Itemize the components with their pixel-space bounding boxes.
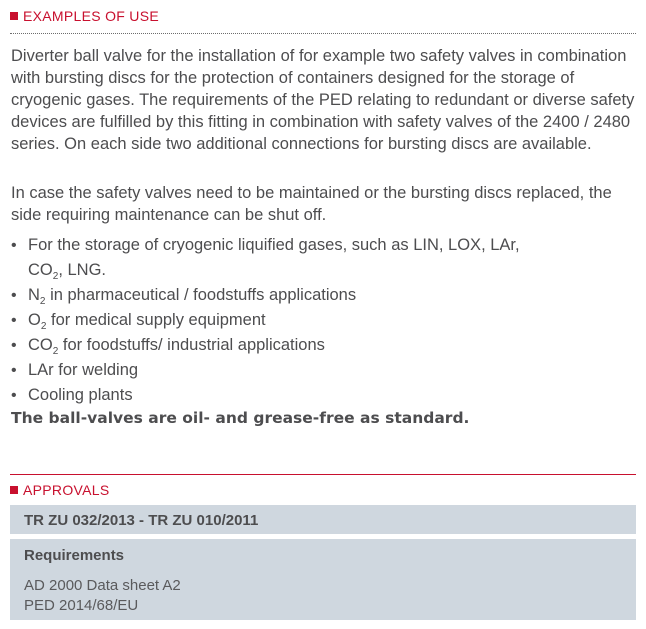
- examples-of-use-heading: [10, 8, 159, 24]
- list-item-line2: [28, 258, 636, 283]
- examples-heading-text: EXAMPLES OF USE: [23, 8, 159, 24]
- list-item: [11, 308, 636, 333]
- list-item: [11, 233, 636, 283]
- list-item: [11, 358, 636, 383]
- requirements-title: Requirements: [24, 547, 125, 564]
- approvals-heading: [10, 482, 109, 498]
- subscript: 2: [39, 296, 46, 307]
- red-divider: [10, 474, 636, 475]
- list-item: [11, 283, 636, 308]
- requirement-item: AD 2000 Data sheet A2: [24, 577, 181, 594]
- bullet-icon: •: [11, 337, 17, 354]
- standard-label: TR ZU 032/2013 - TR ZU 010/2011: [24, 512, 259, 529]
- subscript: 2: [52, 271, 59, 282]
- subscript: 2: [40, 321, 47, 332]
- list-item-text: for foodstuffs/ industrial applications: [58, 336, 325, 354]
- requirements-box: [10, 539, 636, 620]
- dotted-divider: [10, 33, 636, 34]
- requirement-item: PED 2014/68/EU: [24, 597, 139, 614]
- list-item-text: LAr for welding: [28, 361, 139, 379]
- standard-box: [10, 505, 636, 534]
- list-item-text: in pharmaceutical / foodstuffs applications: [45, 286, 357, 304]
- oil-grease-free-note: The ball-valves are oil- and grease-free as standard.: [11, 409, 470, 427]
- list-item: [11, 383, 636, 408]
- formula-text: CO: [28, 261, 53, 279]
- formula-text: CO: [28, 336, 53, 354]
- description-paragraph: Diverter ball valve for the installation of for example two safety valves in combination with bursting discs for the protection of containers designed for the storage of cryogenic gases. The requirements of the PED relating to redundant or diverse safety devices are fulfilled by this fitting in combination with safety valves of the 2400 / 2480 series. On each side two additional connections for bursting discs are available.: [11, 47, 635, 153]
- formula-text: N: [28, 286, 40, 304]
- maintenance-paragraph: In case the safety valves need to be maintained or the bursting discs replaced, the side requiring maintenance can be shut off.: [11, 184, 612, 224]
- approvals-heading-text: APPROVALS: [23, 482, 110, 498]
- section-marker-icon: [10, 486, 18, 494]
- uses-list: [11, 233, 636, 408]
- bullet-icon: •: [11, 312, 17, 329]
- bullet-icon: •: [11, 287, 17, 304]
- subscript: 2: [52, 346, 59, 357]
- section-marker-icon: [10, 12, 18, 20]
- bullet-icon: •: [11, 362, 17, 379]
- list-item-text: , LNG.: [58, 261, 106, 279]
- list-item-text: for medical supply equipment: [46, 311, 266, 329]
- list-item-text: Cooling plants: [28, 386, 133, 404]
- formula-text: O: [28, 311, 41, 329]
- bullet-icon: •: [11, 387, 17, 404]
- bullet-icon: •: [11, 237, 17, 254]
- list-item: [11, 333, 636, 358]
- list-item-text: For the storage of cryogenic liquified gases, such as LIN, LOX, LAr,: [28, 236, 520, 254]
